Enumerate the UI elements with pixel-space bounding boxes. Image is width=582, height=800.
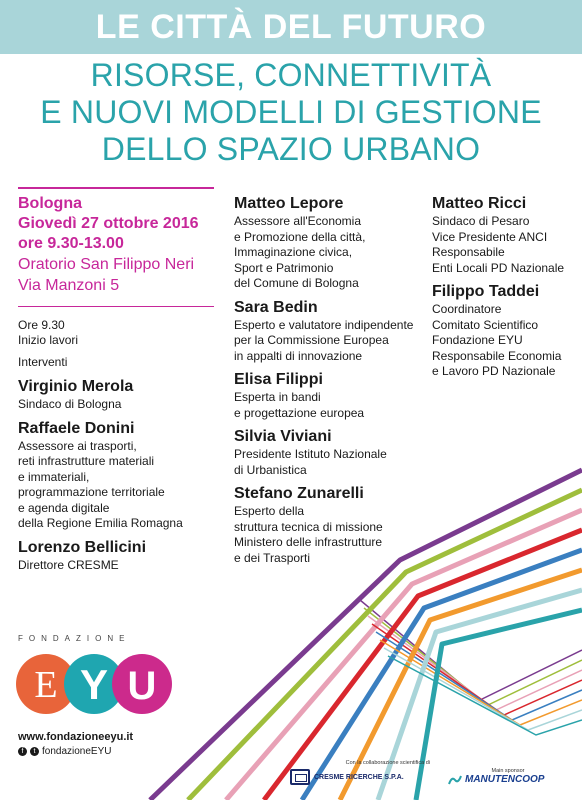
speaker-role: Presidente Istituto Nazionale — [234, 447, 387, 461]
speaker — [234, 194, 424, 292]
speaker-role: e agenda digitale — [18, 500, 110, 515]
speaker-name: Stefano Zunarelli — [234, 485, 364, 502]
subtitle-line: E NUOVI MODELLI DI GESTIONE — [40, 94, 542, 130]
speaker-name: Sara Bedin — [234, 298, 318, 316]
social-links[interactable] — [18, 746, 112, 757]
title-band — [0, 0, 582, 54]
speaker-role: Esperto e valutatore indipendente — [234, 317, 414, 332]
speaker-name: Matteo Ricci — [432, 195, 527, 212]
speaker-role: Comitato Scientifico — [432, 317, 539, 332]
speaker-role: Sport e Patrimonio — [234, 260, 334, 275]
speaker-role: reti infrastrutture materiali — [18, 454, 155, 468]
subtitle-line: RISORSE, CONNETTIVITÀ — [90, 57, 492, 93]
stripe-line-thin — [384, 648, 582, 730]
logo-letter-u: U — [127, 664, 157, 708]
speaker-role: struttura tecnica di missione — [234, 519, 383, 534]
speaker — [432, 194, 577, 276]
speaker-role: Sindaco di Bologna — [18, 397, 122, 411]
speaker — [234, 427, 424, 478]
logo-letter-y: Y — [79, 661, 109, 708]
speaker-name: Elisa Filippi — [234, 371, 323, 388]
stripe-line-thin — [360, 600, 582, 700]
speaker — [234, 298, 424, 365]
speaker — [18, 377, 218, 413]
eyu-logo — [14, 652, 174, 716]
speaker-role: Coordinatore — [432, 302, 502, 316]
website-link[interactable]: www.fondazioneeyu.it — [18, 731, 134, 743]
speakers-column-3 — [432, 194, 577, 380]
speaker-name: Matteo Lepore — [234, 195, 344, 212]
event-address: Via Manzoni 5 — [18, 277, 120, 294]
event-info — [18, 194, 218, 296]
speaker-role: Esperta in bandi — [234, 390, 321, 404]
sponsor-label: Main sponsor — [491, 768, 525, 774]
speaker-role: Fondazione EYU — [432, 333, 523, 347]
speaker-role: Direttore CRESME — [18, 557, 119, 572]
speaker — [18, 419, 218, 532]
stripe-line-thin — [364, 608, 582, 705]
speaker-role: e dei Trasporti — [234, 550, 311, 565]
sponsor-block — [448, 768, 568, 785]
foundation-label: FONDAZIONE — [18, 634, 131, 643]
speaker-role: Vice Presidente ANCI — [432, 229, 548, 244]
manutencoop-logo-icon — [448, 775, 462, 785]
cresme-logo-icon — [290, 769, 310, 785]
speaker-name: Virginio Merola — [18, 378, 134, 395]
stripe-line-thin — [380, 640, 582, 725]
event-time: ore 9.30-13.00 — [18, 235, 124, 252]
speaker-role: Ministero delle infrastrutture — [234, 535, 383, 549]
collaboration-block — [290, 760, 430, 785]
speaker-name: Silvia Viviani — [234, 428, 332, 445]
speaker-role: Immaginazione civica, — [234, 245, 353, 259]
event-city: Bologna — [18, 195, 82, 212]
speaker-role: per la Commissione Europea — [234, 333, 389, 347]
subtitle-line: DELLO SPAZIO URBANO — [101, 131, 481, 167]
speaker-name: Filippo Taddei — [432, 283, 540, 300]
speaker-role: Sindaco di Pesaro — [432, 214, 530, 228]
main-title: LE CITTÀ DEL FUTURO — [95, 8, 487, 46]
logo-letter-e: E — [34, 664, 58, 706]
twitter-icon[interactable]: t — [30, 747, 39, 756]
event-date: Giovedì 27 ottobre 2016 — [18, 215, 199, 232]
speaker-role: Responsabile — [432, 245, 505, 259]
speaker — [234, 370, 424, 421]
stripe-line-thin — [368, 616, 582, 710]
speaker-name: Raffaele Donini — [18, 419, 135, 437]
speakers-column-2 — [234, 194, 424, 566]
speaker-role: Assessore all'Economia — [234, 214, 362, 228]
start-label: Inizio lavori — [18, 333, 79, 347]
speaker-role: e Lavoro PD Nazionale — [432, 364, 556, 378]
divider-top — [18, 187, 214, 189]
speaker-role: e immateriali, — [18, 469, 90, 484]
speaker — [432, 282, 577, 380]
speaker-role: Responsabile Economia — [432, 348, 562, 363]
event-venue: Oratorio San Filippo Neri — [18, 256, 195, 273]
speaker-role: e Promozione della città, — [234, 229, 366, 244]
speaker-role: Esperto della — [234, 504, 305, 518]
collab-label: Con la collaborazione scientifica di — [345, 760, 430, 766]
stripe-line-thin — [372, 624, 582, 715]
program-column — [18, 318, 218, 573]
facebook-icon[interactable]: f — [18, 747, 27, 756]
speaker-role: programmazione territoriale — [18, 485, 165, 499]
speaker-name: Lorenzo Bellicini — [18, 538, 147, 556]
speaker-role: e progettazione europea — [234, 405, 365, 420]
speaker-role: Assessore ai trasporti, — [18, 438, 137, 453]
interventions-label: Interventi — [18, 355, 68, 369]
speaker-role: della Regione Emilia Romagna — [18, 516, 183, 530]
start-time: Ore 9.30 — [18, 318, 65, 332]
speaker-role: di Urbanistica — [234, 462, 307, 477]
speaker — [18, 538, 218, 574]
divider-bottom — [18, 306, 214, 307]
speaker-role: del Comune di Bologna — [234, 276, 359, 290]
subtitle — [0, 57, 582, 168]
stripe-line-thin — [388, 656, 582, 735]
speaker-role: Enti Locali PD Nazionale — [432, 260, 565, 275]
social-handle: fondazioneEYU — [42, 746, 112, 757]
stripe-line-thin — [376, 632, 582, 720]
speaker-role: in appalti di innovazione — [234, 348, 363, 363]
sponsor-name: MANUTENCOOP — [465, 774, 545, 785]
collab-name: CRESME RICERCHE S.P.A. — [314, 773, 404, 781]
speaker — [234, 484, 424, 566]
